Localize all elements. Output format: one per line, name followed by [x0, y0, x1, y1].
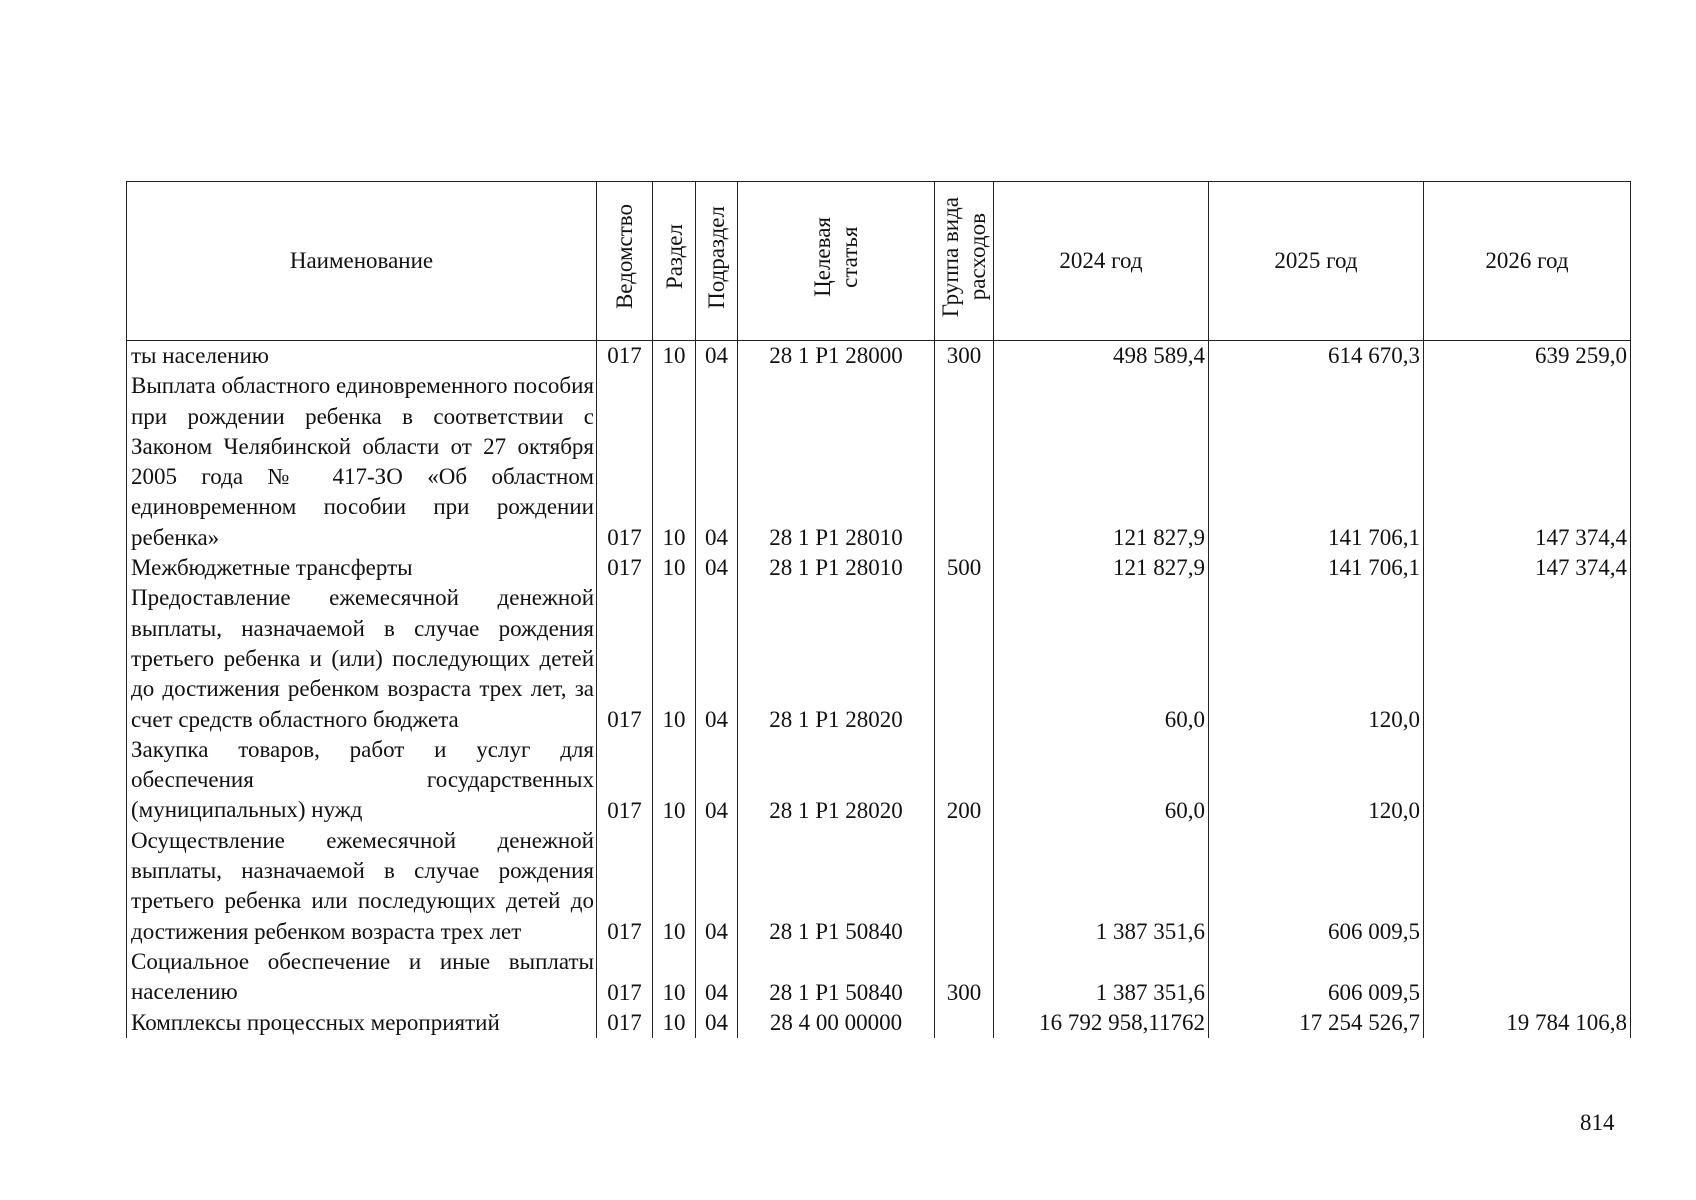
cell-name: ты населению [127, 341, 597, 372]
cell-year-2024: 16 792 958,11762 [994, 1008, 1209, 1038]
header-vedomstvo: Ведомство [597, 182, 653, 341]
cell-gruppa-vida-rashodov [935, 583, 994, 734]
cell-year-2026 [1424, 947, 1631, 1008]
cell-razdel: 10 [653, 341, 696, 372]
table-row [127, 553, 1631, 583]
table-row [127, 341, 1631, 372]
cell-celevaya-statya: 28 1 Р1 28020 [738, 583, 935, 734]
cell-year-2026 [1424, 583, 1631, 734]
cell-vedomstvo: 017 [597, 826, 653, 947]
table-row [127, 583, 1631, 734]
cell-year-2024: 60,0 [994, 583, 1209, 734]
cell-vedomstvo: 017 [597, 553, 653, 583]
cell-year-2025: 120,0 [1209, 583, 1424, 734]
cell-year-2024: 498 589,4 [994, 341, 1209, 372]
header-year-2024: 2024 год [994, 182, 1209, 341]
cell-year-2024: 1 387 351,6 [994, 826, 1209, 947]
cell-year-2026: 639 259,0 [1424, 341, 1631, 372]
cell-name: Выплата областного единовременного пособия при рождении ребенка в соответствии с Законом Челябинской области от 27 октября 2005 года № 417-ЗО «Об областном единовременном пособии при рождении ребенка» [127, 371, 597, 553]
header-gruppa-vida-rashodov: Группа вида расходов [935, 182, 994, 341]
cell-name: Комплексы процессных мероприятий [127, 1008, 597, 1038]
table-header [127, 182, 1631, 341]
cell-vedomstvo: 017 [597, 735, 653, 826]
budget-table [126, 181, 1631, 1038]
cell-podrazdel: 04 [696, 1008, 738, 1038]
cell-podrazdel: 04 [696, 371, 738, 553]
table-row [127, 947, 1631, 1008]
cell-vedomstvo: 017 [597, 947, 653, 1008]
table-row [127, 826, 1631, 947]
cell-gruppa-vida-rashodov: 500 [935, 553, 994, 583]
cell-name: Межбюджетные трансферты [127, 553, 597, 583]
cell-vedomstvo: 017 [597, 583, 653, 734]
cell-year-2026 [1424, 826, 1631, 947]
cell-razdel: 10 [653, 553, 696, 583]
cell-year-2025: 141 706,1 [1209, 553, 1424, 583]
cell-razdel: 10 [653, 735, 696, 826]
cell-year-2024: 121 827,9 [994, 371, 1209, 553]
header-podrazdel: Подраздел [696, 182, 738, 341]
cell-podrazdel: 04 [696, 826, 738, 947]
header-celevaya-statya: Целевая статья [738, 182, 935, 341]
cell-celevaya-statya: 28 4 00 00000 [738, 1008, 935, 1038]
cell-gruppa-vida-rashodov: 200 [935, 735, 994, 826]
cell-gruppa-vida-rashodov [935, 1008, 994, 1038]
cell-year-2025: 606 009,5 [1209, 947, 1424, 1008]
table-row [127, 735, 1631, 826]
cell-year-2024: 1 387 351,6 [994, 947, 1209, 1008]
cell-name: Социальное обеспечение и иные выплаты населению [127, 947, 597, 1008]
cell-razdel: 10 [653, 826, 696, 947]
cell-name: Закупка товаров, работ и услуг для обеспечения государственных (муниципальных) нужд [127, 735, 597, 826]
cell-razdel: 10 [653, 583, 696, 734]
cell-year-2026 [1424, 735, 1631, 826]
table-row [127, 1008, 1631, 1038]
cell-celevaya-statya: 28 1 Р1 28020 [738, 735, 935, 826]
cell-razdel: 10 [653, 1008, 696, 1038]
cell-celevaya-statya: 28 1 Р1 28000 [738, 341, 935, 372]
cell-name: Осуществление ежемесячной денежной выплаты, назначаемой в случае рождения третьего ребенка или последующих детей до достижения ребенком возраста трех лет [127, 826, 597, 947]
cell-podrazdel: 04 [696, 735, 738, 826]
cell-vedomstvo: 017 [597, 341, 653, 372]
cell-podrazdel: 04 [696, 583, 738, 734]
cell-vedomstvo: 017 [597, 1008, 653, 1038]
page-number: 814 [1580, 1110, 1615, 1135]
cell-year-2025: 141 706,1 [1209, 371, 1424, 553]
cell-year-2025: 614 670,3 [1209, 341, 1424, 372]
cell-celevaya-statya: 28 1 Р1 28010 [738, 371, 935, 553]
cell-year-2025: 606 009,5 [1209, 826, 1424, 947]
cell-podrazdel: 04 [696, 341, 738, 372]
cell-gruppa-vida-rashodov: 300 [935, 947, 994, 1008]
cell-year-2024: 60,0 [994, 735, 1209, 826]
header-razdel: Раздел [653, 182, 696, 341]
cell-year-2025: 17 254 526,7 [1209, 1008, 1424, 1038]
cell-celevaya-statya: 28 1 Р1 50840 [738, 947, 935, 1008]
table-row [127, 371, 1631, 553]
cell-gruppa-vida-rashodov: 300 [935, 341, 994, 372]
cell-year-2024: 121 827,9 [994, 553, 1209, 583]
cell-name: Предоставление ежемесячной денежной выплаты, назначаемой в случае рождения третьего ребенка и (или) последующих детей до достижения ребенком возраста трех лет, за счет средств областного бюджета [127, 583, 597, 734]
cell-razdel: 10 [653, 371, 696, 553]
cell-year-2025: 120,0 [1209, 735, 1424, 826]
cell-celevaya-statya: 28 1 Р1 50840 [738, 826, 935, 947]
cell-podrazdel: 04 [696, 553, 738, 583]
cell-year-2026: 147 374,4 [1424, 553, 1631, 583]
cell-vedomstvo: 017 [597, 371, 653, 553]
cell-year-2026: 147 374,4 [1424, 371, 1631, 553]
cell-celevaya-statya: 28 1 Р1 28010 [738, 553, 935, 583]
header-year-2026: 2026 год [1424, 182, 1631, 341]
cell-gruppa-vida-rashodov [935, 826, 994, 947]
cell-year-2026: 19 784 106,8 [1424, 1008, 1631, 1038]
header-year-2025: 2025 год [1209, 182, 1424, 341]
cell-gruppa-vida-rashodov [935, 371, 994, 553]
table-body [127, 341, 1631, 1038]
cell-razdel: 10 [653, 947, 696, 1008]
header-name: Наименование [127, 182, 597, 341]
cell-podrazdel: 04 [696, 947, 738, 1008]
